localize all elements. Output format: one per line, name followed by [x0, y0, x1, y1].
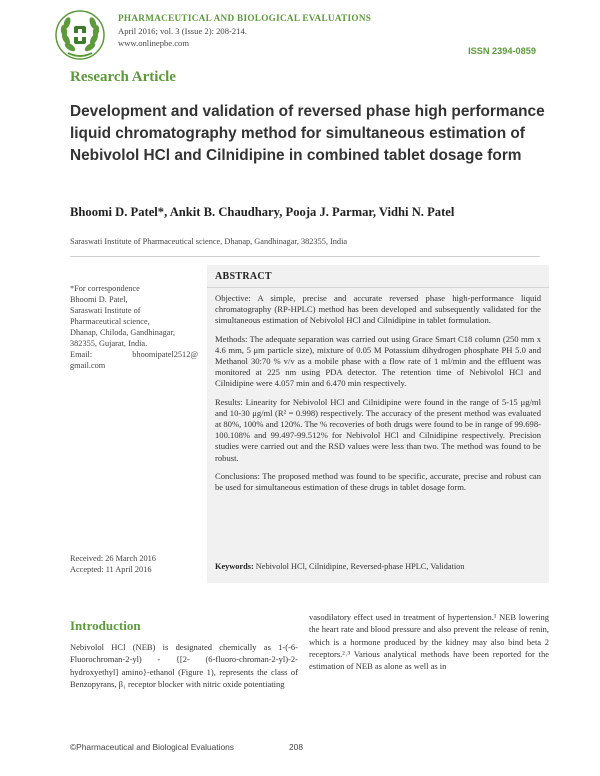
correspondence-block [70, 283, 198, 371]
introduction-left-column: Nebivolol HCl (NEB) is designated chemically as 1-(-6-Fluorochroman-2-yl) - {[2- (6-fluoro-chroman-2-yl)-2-hydroxyethyl] amino}-ethanol (Figure 1), represents the class of Benzopyrans, β₁ receptor blocker with nitric oxide potentiating [70, 642, 298, 689]
introduction-heading: Introduction [70, 618, 141, 633]
correspondence-line: Dhanap, Chiloda, Gandhinagar, [70, 328, 175, 337]
abstract-results: Results: Linearity for Nebivolol HCl and Cilnidipine were found in the range of 5-15 μg/ml and 10-30 μg/ml (R² = 0.998) respectively. The accuracy of the present method was evaluated at 80%, 100% and 120%. The % recoveries of both drugs were found to be in range of 99.698-100.108% and 99.497-99.512% for Nebivolol HCl and Cilnidipine respectively. Precision studies were carried out and the RSD values were less than two. The method was found to be robust. [215, 396, 541, 463]
article-title: Development and validation of reversed phase high performance liquid chromatography method for simultaneous estimation of Nebivolol HCl and Cilnidipine in combined tablet dosage form [70, 103, 545, 164]
author-list: Bhoomi D. Patel*, Ankit B. Chaudhary, Pooja J. Parmar, Vidhi N. Patel [70, 205, 455, 219]
correspondence-line: Bhoomi D. Patel, [70, 295, 128, 304]
email-link-continued[interactable]: gmail.com [70, 361, 106, 370]
accepted-date: Accepted: 11 April 2016 [70, 565, 152, 574]
correspondence-line: 382355, Gujarat, India. [70, 339, 148, 348]
email-row [70, 349, 198, 360]
journal-issue: April 2016; vol. 3 (Issue 2): 208-214. [118, 26, 247, 36]
abstract-objective: Objective: A simple, precise and accurate reversed phase high-performance liquid chromatography (RP-HPLC) method has been developed and subsequently validated for the simultaneous estimation of Nebivolol HCl and Cilnidipine in tablet formulation. [215, 293, 541, 326]
issn: ISSN 2394-0859 [468, 46, 536, 56]
email-label: Email: [70, 350, 93, 359]
introduction-right-column: vasodilatory effect used in treatment of hypertension.¹ NEB lowering the heart rate and blood pressure and also prevent the release of renin, which is a hormone produced by the kidney may also bind beta 2 receptors.²˒³ Various analytical methods have been reported for the estimation of NEB as alone as well as in [309, 612, 549, 672]
keywords [215, 562, 545, 571]
footer-copyright: ©Pharmaceutical and Biological Evaluations [70, 742, 234, 752]
keywords-list: Nebivolol HCl, Cilnidipine, Reversed-phase HPLC, Validation [255, 562, 465, 571]
journal-name: PHARMACEUTICAL AND BIOLOGICAL EVALUATIONS [118, 13, 372, 23]
correspondence-line: Pharmaceutical science, [70, 317, 150, 326]
abstract-methods: Methods: The adequate separation was carried out using Grace Smart C18 column (250 mm x 4.6 mm, 5 μm particle size), mixture of 0.05 M Potassium dihydrogen phosphate PH 5.0 and Methanol 30:70 % v/v as a mobile phase with a flow rate of 1 ml/min and the effluent was monitored at 225 nm using PDA detector. The retention time of Nebivolol HCl and Cilnidipine were 4.057 min and 6.470 min respectively. [215, 333, 541, 389]
correspondence-line: Saraswati Institute of [70, 306, 141, 315]
article-type: Research Article [70, 69, 176, 85]
journal-wreath-logo-icon [54, 9, 106, 61]
journal-url[interactable]: www.onlinepbe.com [118, 38, 190, 48]
article-dates [70, 553, 156, 575]
email-link[interactable]: bhoomipatel2512@ [132, 350, 198, 359]
keywords-label: Keywords: [215, 562, 254, 571]
divider [70, 256, 540, 257]
abstract-conclusions: Conclusions: The proposed method was found to be specific, accurate, precise and robust can be used for simultaneous estimation of these drugs in tablet dosage form. [215, 470, 541, 493]
abstract-divider [207, 287, 549, 288]
page-number: 208 [289, 742, 303, 752]
received-date: Received: 26 March 2016 [70, 554, 156, 563]
correspondence-line: *For correspondence [70, 284, 140, 293]
abstract-body [215, 293, 541, 500]
affiliation: Saraswati Institute of Pharmaceutical science, Dhanap, Gandhinagar, 382355, India [70, 237, 348, 246]
abstract-heading: ABSTRACT [215, 271, 272, 282]
